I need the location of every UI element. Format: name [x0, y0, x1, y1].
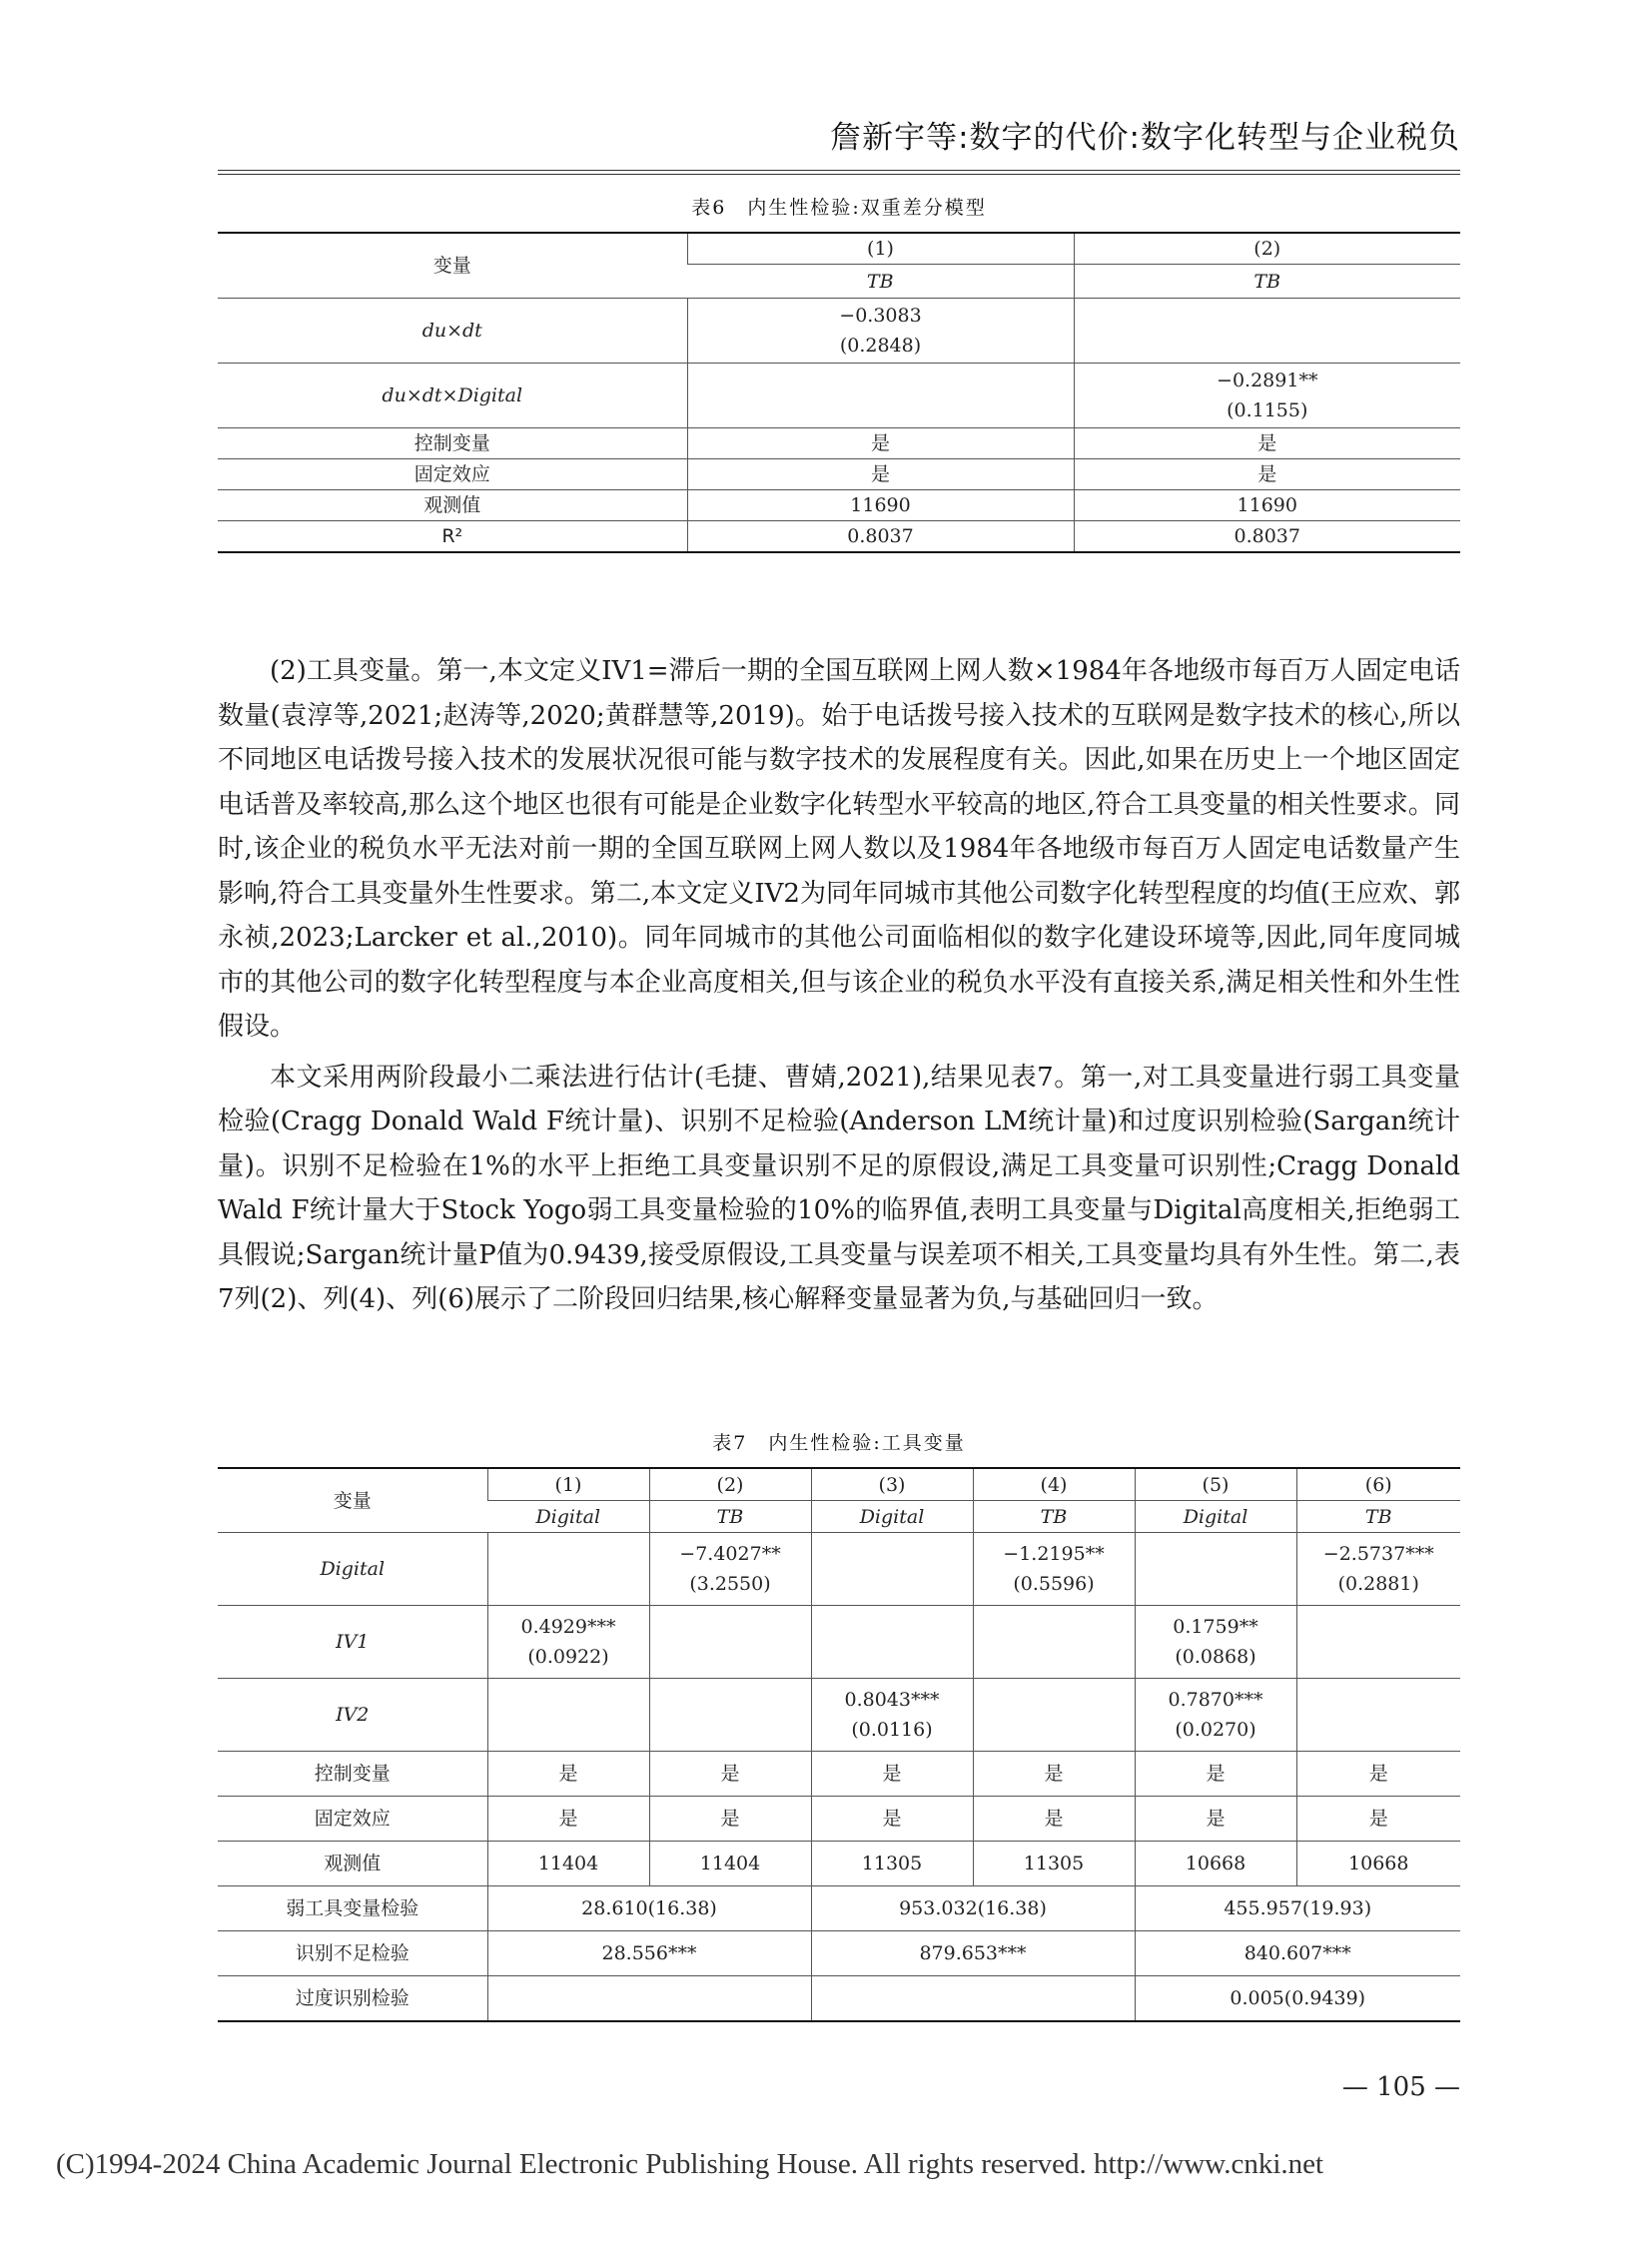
table7-col-number: (3) — [811, 1468, 973, 1501]
table7-cell: 是 — [649, 1797, 811, 1842]
table7-col-number: (5) — [1135, 1468, 1296, 1501]
table6-col-dep: TB — [1074, 265, 1460, 299]
cell-value: (3.2550) — [689, 1573, 771, 1595]
table6-caption: 表6 内生性检验:双重差分模型 — [691, 197, 987, 219]
table6-row-label: 控制变量 — [218, 428, 687, 459]
table7-row-label: Digital — [218, 1533, 487, 1606]
table7-test-cell — [487, 1976, 811, 2022]
cell-value: −1.2195** — [1003, 1543, 1105, 1565]
cell-value: 0.8037 — [1234, 525, 1300, 547]
table7-row-label: 控制变量 — [218, 1752, 487, 1797]
running-title: 詹新宇等:数字的代价:数字化转型与企业税负 — [830, 120, 1460, 156]
table6-row-label: du×dt — [218, 299, 687, 364]
table6-row — [218, 428, 1460, 459]
table6-row — [218, 490, 1460, 521]
table6-cell — [687, 299, 1074, 364]
table7-col-number: (1) — [487, 1468, 649, 1501]
cell-value: (0.2881) — [1337, 1573, 1419, 1595]
table7-cell: 是 — [487, 1752, 649, 1797]
cell-value: 11690 — [850, 494, 911, 516]
cell-value: 0.7870*** — [1168, 1689, 1263, 1711]
table7-cell: 11305 — [973, 1842, 1135, 1886]
table7-test-cell: 28.610(16.38) — [487, 1886, 811, 1931]
table7-cell: 是 — [973, 1752, 1135, 1797]
cell-value: −7.4027** — [679, 1543, 781, 1565]
table7-cell — [1296, 1679, 1460, 1752]
table6-cell — [687, 459, 1074, 490]
table7-cell — [811, 1679, 973, 1752]
cell-value: 是 — [870, 432, 890, 454]
table6-cell — [687, 490, 1074, 521]
table7-col-dep: TB — [649, 1501, 811, 1533]
table6-cell — [1074, 299, 1460, 364]
table7-test-cell: 953.032(16.38) — [811, 1886, 1135, 1931]
table6-row — [218, 521, 1460, 553]
table7-cell: 是 — [487, 1797, 649, 1842]
table7-cell — [811, 1533, 973, 1606]
header-rule — [218, 170, 1460, 175]
table6-row — [218, 299, 1460, 364]
table7-cell: 是 — [1135, 1797, 1296, 1842]
cell-value: (0.0270) — [1175, 1719, 1256, 1741]
cell-value: 0.1759** — [1173, 1616, 1258, 1638]
cell-value: (0.0868) — [1175, 1646, 1256, 1668]
table7-cell — [649, 1533, 811, 1606]
table7-test-cell: 879.653*** — [811, 1931, 1135, 1976]
copyright-notice: (C)1994-2024 China Academic Journal Electronic Publishing House. All rights reserved. http://www.cnki.net — [56, 2148, 1324, 2180]
table7-row-label: 过度识别检验 — [218, 1976, 487, 2022]
table7-row — [218, 1842, 1460, 1886]
table6-cell — [1074, 428, 1460, 459]
page-number: — 105 — — [1341, 2072, 1460, 2102]
table7-col-number: (4) — [973, 1468, 1135, 1501]
table6 — [218, 232, 1460, 553]
table6-row-label: du×dt×Digital — [218, 364, 687, 428]
table6-cell — [1074, 490, 1460, 521]
table6-row-label: R² — [218, 521, 687, 553]
cell-value: (0.1155) — [1227, 399, 1308, 421]
table7-col-dep: Digital — [487, 1501, 649, 1533]
table7-cell: 是 — [649, 1752, 811, 1797]
body-text — [218, 649, 1460, 1328]
cell-value: −2.5737*** — [1322, 1543, 1434, 1565]
cell-value: 0.8043*** — [844, 1689, 940, 1711]
table7-test-row — [218, 1886, 1460, 1931]
table7-caption: 表7 内生性检验:工具变量 — [712, 1432, 966, 1454]
table7-cell: 10668 — [1296, 1842, 1460, 1886]
table7-test-row — [218, 1931, 1460, 1976]
table6-cell — [1074, 364, 1460, 428]
table7-cell: 是 — [811, 1752, 973, 1797]
cell-value: 0.8037 — [847, 525, 914, 547]
table7-row — [218, 1797, 1460, 1842]
table7-cell: 11404 — [487, 1842, 649, 1886]
table7-cell: 11404 — [649, 1842, 811, 1886]
table6-cell — [1074, 521, 1460, 553]
table7-row-label: 弱工具变量检验 — [218, 1886, 487, 1931]
table7-cell: 是 — [973, 1797, 1135, 1842]
cell-value: 是 — [1257, 463, 1277, 485]
table7-cell — [811, 1606, 973, 1679]
table7-col-dep: Digital — [811, 1501, 973, 1533]
table7-test-row — [218, 1976, 1460, 2022]
table6-cell — [687, 364, 1074, 428]
cell-value: 11690 — [1237, 494, 1297, 516]
table7-col-dep: Digital — [1135, 1501, 1296, 1533]
table7-coef-row — [218, 1606, 1460, 1679]
table6-cell — [687, 521, 1074, 553]
cell-value: (0.2848) — [839, 335, 922, 357]
table7-row-label: IV2 — [218, 1679, 487, 1752]
paragraph: 本文采用两阶段最小二乘法进行估计(毛捷、曹婧,2021),结果见表7。第一,对工具变量进行弱工具变量检验(Cragg Donald Wald F统计量)、识别不足检验(Anderson LM统计量)和过度识别检验(Sargan统计量)。识别不足检验在1%的水平上拒绝工具变量识别不足的原假设,满足工具变量可识别性;Cragg Donald Wald F统计量大于Stock Yogo弱工具变量检验的10%的临界值,表明工具变量与Digital高度相关,拒绝弱工具假说;Sargan统计量P值为0.9439,接受原假设,工具变量与误差项不相关,工具变量均具有外生性。第二,表7列(2)、列(4)、列(6)展示了二阶段回归结果,核心解释变量显著为负,与基础回归一致。 — [218, 1062, 1460, 1314]
table7-row-label: 识别不足检验 — [218, 1931, 487, 1976]
table7-cell — [1135, 1606, 1296, 1679]
table7-test-cell: 840.607*** — [1135, 1931, 1460, 1976]
table7-cell — [487, 1533, 649, 1606]
table7-cell — [973, 1606, 1135, 1679]
table7-row-label: IV1 — [218, 1606, 487, 1679]
cell-value: (0.0922) — [527, 1646, 609, 1668]
table6-row — [218, 364, 1460, 428]
table7-test-cell: 28.556*** — [487, 1931, 811, 1976]
table6-row-label: 观测值 — [218, 490, 687, 521]
cell-value: (0.5596) — [1013, 1573, 1095, 1595]
table7 — [218, 1467, 1460, 2022]
table7-cell: 是 — [1135, 1752, 1296, 1797]
table7-cell — [1296, 1606, 1460, 1679]
table6-col-number: (2) — [1074, 233, 1460, 265]
table6-col-dep: TB — [687, 265, 1074, 299]
table7-coef-row — [218, 1533, 1460, 1606]
table7-row-label: 观测值 — [218, 1842, 487, 1886]
table7-cell: 10668 — [1135, 1842, 1296, 1886]
cell-value: 是 — [1257, 432, 1277, 454]
table7-cell — [649, 1679, 811, 1752]
table7-test-cell: 0.005(0.9439) — [1135, 1976, 1460, 2022]
cell-value: (0.0116) — [851, 1719, 933, 1741]
table6-cell — [687, 428, 1074, 459]
cell-value: −0.2891** — [1217, 370, 1318, 391]
table7-cell: 11305 — [811, 1842, 973, 1886]
table7-cell — [1296, 1533, 1460, 1606]
table7-cell — [973, 1679, 1135, 1752]
cell-value: −0.3083 — [839, 305, 922, 327]
table7-col-dep: TB — [973, 1501, 1135, 1533]
table7-cell — [487, 1679, 649, 1752]
table7-cell: 是 — [1296, 1752, 1460, 1797]
table7-row-label: 固定效应 — [218, 1797, 487, 1842]
table7-cell — [649, 1606, 811, 1679]
table6-row-label: 固定效应 — [218, 459, 687, 490]
table7-test-cell — [811, 1976, 1135, 2022]
table7-cell: 是 — [1296, 1797, 1460, 1842]
table7-col-dep: TB — [1296, 1501, 1460, 1533]
table7-col-number: (6) — [1296, 1468, 1460, 1501]
table7-cell — [973, 1533, 1135, 1606]
table7-test-cell: 455.957(19.93) — [1135, 1886, 1460, 1931]
table7-row — [218, 1752, 1460, 1797]
table7-coef-row — [218, 1679, 1460, 1752]
table6-cell — [1074, 459, 1460, 490]
table6-header-row — [218, 233, 1460, 265]
table7-cell — [1135, 1679, 1296, 1752]
table7-cell — [487, 1606, 649, 1679]
table7-cell — [1135, 1533, 1296, 1606]
cell-value: 是 — [870, 463, 890, 485]
paragraph: (2)工具变量。第一,本文定义IV1=滞后一期的全国互联网上网人数×1984年各地级市每百万人固定电话数量(袁淳等,2021;赵涛等,2020;黄群慧等,2019)。始于电话拨号接入技术的互联网是数字技术的核心,所以不同地区电话拨号接入技术的发展状况很可能与数字技术的发展程度有关。因此,如果在历史上一个地区固定电话普及率较高,那么这个地区也很有可能是企业数字化转型水平较高的地区,符合工具变量的相关性要求。同时,该企业的税负水平无法对前一期的全国互联网上网人数以及1984年各地级市每百万人固定电话数量产生影响,符合工具变量外生性要求。第二,本文定义IV2为同年同城市其他公司数字化转型程度的均值(王应欢、郭永祯,2023;Larcker et al.,2010)。同年同城市的其他公司面临相似的数字化建设环境等,因此,同年度同城市的其他公司的数字化转型程度与本企业高度相关,但与该企业的税负水平没有直接关系,满足相关性和外生性假设。 — [218, 656, 1460, 1042]
table7-var-header: 变量 — [218, 1468, 487, 1533]
table7-cell: 是 — [811, 1797, 973, 1842]
table6-col-number: (1) — [687, 233, 1074, 265]
table6-row — [218, 459, 1460, 490]
table7-col-number: (2) — [649, 1468, 811, 1501]
table7-header-row — [218, 1468, 1460, 1501]
cell-value: 0.4929*** — [520, 1616, 616, 1638]
table6-var-header: 变量 — [218, 233, 687, 299]
